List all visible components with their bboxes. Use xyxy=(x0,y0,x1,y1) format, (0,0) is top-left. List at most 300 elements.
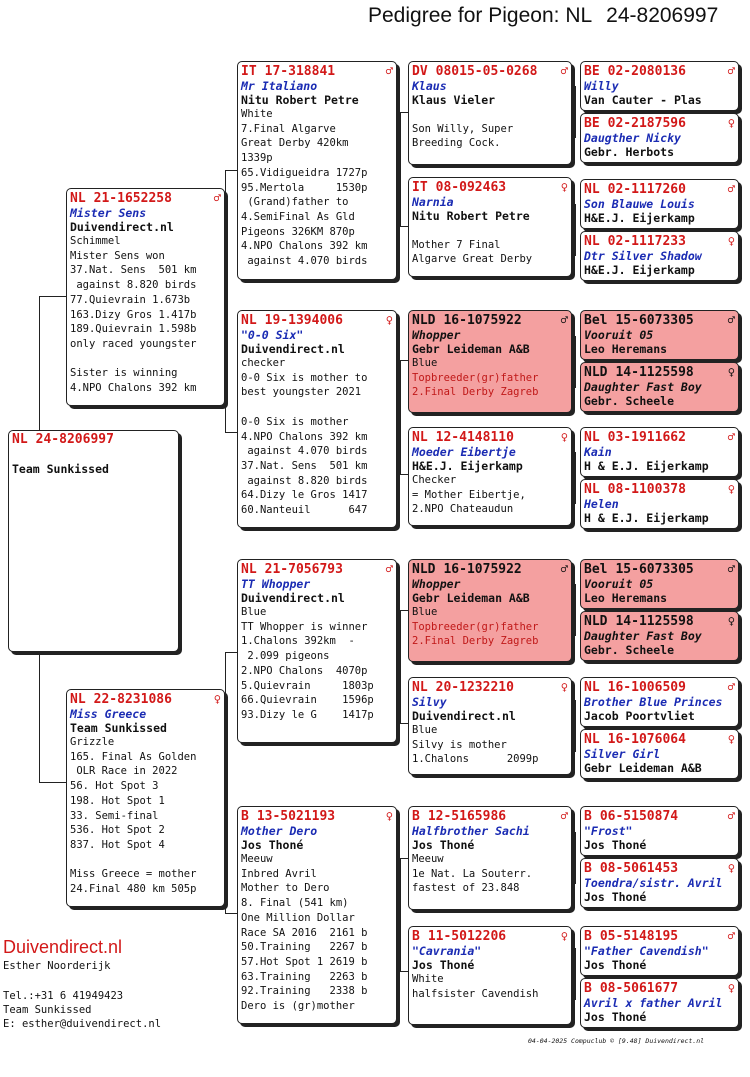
ring-header xyxy=(584,860,735,877)
pigeon-card-ds-dam[interactable] xyxy=(408,677,572,775)
connector-line xyxy=(39,782,66,783)
info-line: 198. Hot Spot 1 xyxy=(70,794,165,807)
info-line: Blue xyxy=(412,724,438,736)
country-code: IT xyxy=(412,180,428,195)
pigeon-name: Toendra/sistr. Avril xyxy=(584,876,723,890)
sex-icon: ♀ xyxy=(385,313,393,327)
pigeon-card-sd-dam[interactable] xyxy=(408,427,572,526)
country-code: NL xyxy=(412,430,428,445)
owner: Gebr Leideman A&B xyxy=(584,761,702,775)
ring-number: 16-1075922 xyxy=(443,313,522,328)
footer-team: Team Sunkissed xyxy=(3,1004,92,1016)
pigeon-card-dam[interactable] xyxy=(66,689,225,907)
info-line: 2.Final Derby Zagreb xyxy=(412,635,539,648)
info-line: 65.Vidigueidra 1727p xyxy=(241,166,368,179)
owner: Jos Thoné xyxy=(584,890,647,904)
info-line: Silvy is mother xyxy=(412,738,507,751)
pigeon-card-root[interactable] xyxy=(8,430,179,652)
ring-number: 16-1006509 xyxy=(607,680,686,695)
info-line: 24.Final 480 km 505p xyxy=(70,883,197,896)
ring-number: 02-1117260 xyxy=(607,182,686,197)
country-code: B xyxy=(584,929,592,944)
info-line: Meeuw xyxy=(241,853,273,865)
sex-icon: ♂ xyxy=(727,809,735,823)
ring-header xyxy=(412,561,568,578)
owner: Gebr Leideman A&B xyxy=(412,342,530,356)
country-code: BE xyxy=(584,64,600,79)
info-line: 93.Dizy le G 1417p xyxy=(241,708,374,721)
info-line: 8. Final (541 km) xyxy=(241,897,349,910)
pigeon-name: Daugther Nicky xyxy=(584,131,681,145)
owner: Nitu Robert Petre xyxy=(412,209,530,223)
country-code: NLD xyxy=(412,562,436,577)
info-line: Meeuw xyxy=(412,853,444,865)
pigeon-name: Vooruit 05 xyxy=(584,577,654,591)
pigeon-name: Vooruit 05 xyxy=(584,328,654,342)
pigeon-card-gen4-10[interactable] xyxy=(580,611,739,661)
connector-line xyxy=(225,170,226,432)
info-line: best youngster 2021 xyxy=(241,386,362,399)
ring-header: NL 24-8206997 xyxy=(12,432,114,447)
connector-line xyxy=(575,86,576,138)
ring-header xyxy=(412,312,568,329)
info-line: 2.NPO Chateaudun xyxy=(412,503,514,516)
ring-number: 08015-05-0268 xyxy=(435,64,538,79)
info-line: Blue xyxy=(412,357,438,369)
info-line xyxy=(241,400,393,415)
pigeon-card-gen4-12[interactable] xyxy=(580,729,739,779)
ring-number: 12-4148110 xyxy=(435,430,514,445)
connector-line xyxy=(400,112,401,226)
sex-icon: ♀ xyxy=(727,732,735,746)
pigeon-name: Son Blauwe Louis xyxy=(584,197,695,211)
sex-icon: ♂ xyxy=(727,64,735,78)
info-line: Checker xyxy=(412,474,457,486)
ring-number: 17-318841 xyxy=(264,64,336,79)
owner: Team Sunkissed xyxy=(12,462,109,476)
info-line: 63.Training 2263 b xyxy=(241,970,368,983)
info-line: 66.Quievrain 1596p xyxy=(241,694,374,707)
owner: Jos Thoné xyxy=(412,958,475,972)
country-code: B xyxy=(412,809,420,824)
connector-line xyxy=(575,700,576,752)
pigeon-name: Helen xyxy=(584,497,619,511)
footer-brand: Duivendirect.nl xyxy=(3,937,123,957)
info-line: Mother to Dero xyxy=(241,882,330,895)
pigeon-name: Brother Blue Princes xyxy=(584,695,723,709)
info-line xyxy=(70,853,221,868)
country-code: NLD xyxy=(584,365,608,380)
sex-icon: ♂ xyxy=(560,313,568,327)
info-line: Blue xyxy=(412,606,438,618)
connector-line xyxy=(39,296,66,297)
info-line xyxy=(412,223,568,238)
ring-header xyxy=(412,808,568,825)
connector-line xyxy=(400,610,408,611)
owner: Jos Thoné xyxy=(584,838,647,852)
connector-line xyxy=(400,971,408,972)
owner: Nitu Robert Petre xyxy=(241,93,359,107)
country-code: NL xyxy=(584,234,600,249)
info-line xyxy=(412,107,568,122)
country-code: NL xyxy=(412,680,428,695)
info-line: 165. Final As Golden xyxy=(70,750,197,763)
connector-line xyxy=(225,170,237,171)
info-line: against 4.070 birds xyxy=(241,445,368,458)
info-line: 56. Hot Spot 3 xyxy=(70,780,159,793)
info-line: only raced youngster xyxy=(70,337,197,350)
owner: Gebr. Scheele xyxy=(584,643,675,657)
sex-icon: ♂ xyxy=(385,562,393,576)
pigeon-name: Narnia xyxy=(412,195,454,209)
info-line: (Grand)father to xyxy=(241,196,349,209)
pigeon-card-dd-dam[interactable] xyxy=(408,926,572,1025)
ring-header xyxy=(584,928,735,945)
connector-line xyxy=(400,112,408,113)
pigeon-card-gen4-14[interactable] xyxy=(580,858,739,908)
pigeon-name: "Father Cavendish" xyxy=(584,944,709,958)
owner: H&E.J. Eijerkamp xyxy=(584,211,695,225)
sex-icon: ♂ xyxy=(727,313,735,327)
pigeon-name: "0-0 Six" xyxy=(241,328,304,342)
connector-line xyxy=(225,913,237,914)
sex-icon: ♀ xyxy=(560,929,568,943)
owner: Leo Heremans xyxy=(584,342,668,356)
sex-icon: ♀ xyxy=(727,861,735,875)
pigeon-name: "Cavrania" xyxy=(412,944,482,958)
footer-meta: 04-04-2025 Compuclub © [9.48] Duivendirect.nl xyxy=(528,1037,705,1045)
pigeon-card-gen4-4[interactable] xyxy=(580,231,739,281)
owner: Gebr. Herbots xyxy=(584,145,675,159)
country-code: B xyxy=(584,861,592,876)
owner: H & E.J. Eijerkamp xyxy=(584,511,709,525)
footer-email: E: esther@duivendirect.nl xyxy=(3,1018,162,1030)
country-code: B xyxy=(584,809,592,824)
ring-number: 20-1232210 xyxy=(435,680,514,695)
pigeon-name: Silver Girl xyxy=(584,747,661,761)
info-line: halfsister Cavendish xyxy=(412,987,539,1000)
pigeon-card-ss-sire[interactable] xyxy=(408,61,572,165)
ring-number: 16-1075922 xyxy=(443,562,522,577)
info-line: Sister is winning xyxy=(70,367,178,380)
connector-line xyxy=(575,832,576,884)
ring-header xyxy=(70,190,221,207)
connector-line xyxy=(575,452,576,504)
pigeon-name: Avril x father Avril xyxy=(584,996,723,1010)
pigeon-card-gen4-5[interactable] xyxy=(580,310,739,360)
info-line: 5.Quievrain 1803p xyxy=(241,679,374,692)
owner: Jacob Poortvliet xyxy=(584,709,695,723)
pigeon-card-sire[interactable] xyxy=(66,188,225,406)
country-code: NL xyxy=(241,313,257,328)
ring-number: 14-1125598 xyxy=(615,614,694,629)
sex-icon: ♀ xyxy=(560,180,568,194)
sex-icon: ♂ xyxy=(560,64,568,78)
sex-icon: ♀ xyxy=(727,234,735,248)
ring-header xyxy=(584,63,735,80)
ring-header xyxy=(584,481,735,498)
owner: H&E.J. Eijerkamp xyxy=(412,459,523,473)
pigeon-name: Halfbrother Sachi xyxy=(412,824,530,838)
info-line: White xyxy=(241,108,273,120)
country-code: NL xyxy=(584,430,600,445)
country-code: NL xyxy=(584,482,600,497)
country-code: B xyxy=(241,809,249,824)
owner: Gebr Leideman A&B xyxy=(412,591,530,605)
pigeon-card-gen4-13[interactable] xyxy=(580,806,739,856)
ring-header xyxy=(412,63,568,80)
footer-person: Esther Noorderijk xyxy=(3,960,111,972)
info-line: Inbred Avril xyxy=(241,867,317,880)
ring-number: 12-5165986 xyxy=(427,809,507,824)
info-line: 1339p xyxy=(241,152,273,165)
info-line: = Mother Eibertje, xyxy=(412,488,526,501)
ring-number: 08-092463 xyxy=(435,180,507,195)
info-line: 2.Final Derby Zagreb xyxy=(412,386,539,399)
sex-icon: ♀ xyxy=(727,614,735,628)
info-line: Mister Sens won xyxy=(70,249,165,262)
sex-icon: ♀ xyxy=(727,116,735,130)
connector-line xyxy=(225,432,237,433)
pigeon-card-gen4-3[interactable] xyxy=(580,179,739,229)
info-line: 77.Quievrain 1.673b xyxy=(70,293,191,306)
pigeon-card-ds-sire[interactable] xyxy=(408,559,572,662)
pigeon-card-gen4-16[interactable] xyxy=(580,978,739,1028)
pigeon-card-gen4-7[interactable] xyxy=(580,427,739,477)
ring-header xyxy=(241,312,393,329)
owner: Van Cauter - Plas xyxy=(584,93,702,107)
info-line: 2.099 pigeons xyxy=(241,650,330,663)
ring-header xyxy=(412,679,568,696)
pigeon-name: Daughter Fast Boy xyxy=(584,380,702,394)
country-code: BE xyxy=(584,116,600,131)
pigeon-name: Whopper xyxy=(412,577,461,591)
pigeon-name: Mister Sens xyxy=(70,206,147,220)
ring-header xyxy=(241,561,393,578)
connector-line xyxy=(400,226,408,227)
ring-number: 08-5061453 xyxy=(599,861,679,876)
ring-header xyxy=(412,179,568,196)
ring-number: 02-2080136 xyxy=(607,64,686,79)
ring-header xyxy=(584,312,735,329)
pigeon-card-gen4-11[interactable] xyxy=(580,677,739,727)
info-line: 33. Semi-final xyxy=(70,809,159,822)
info-line: Mother 7 Final xyxy=(412,238,501,251)
info-line: against 8.820 birds xyxy=(241,474,368,487)
ring-number: 13-5021193 xyxy=(256,809,336,824)
ring-number: 14-1125598 xyxy=(615,365,694,380)
info-line: 0-0 Six is mother xyxy=(241,415,349,428)
info-line: 4.SemiFinal As Gld xyxy=(241,210,355,223)
country-code: B xyxy=(412,929,420,944)
pigeon-name: TT Whopper xyxy=(241,577,311,591)
ring-number: 16-1076064 xyxy=(607,732,686,747)
owner: Duivendirect.nl xyxy=(241,342,345,356)
ring-header xyxy=(412,429,568,446)
sex-icon: ♂ xyxy=(560,562,568,576)
ring-number: 02-2187596 xyxy=(607,116,686,131)
pigeon-card-gen4-1[interactable] xyxy=(580,61,739,111)
ring-number: 08-1100378 xyxy=(607,482,686,497)
sex-icon: ♂ xyxy=(213,191,221,205)
connector-line xyxy=(400,858,408,859)
info-line: 60.Nanteuil 647 xyxy=(241,504,368,517)
owner: Jos Thoné xyxy=(241,838,304,852)
info-line: Topbreeder(gr)father xyxy=(412,371,539,384)
info-line: OLR Race in 2022 xyxy=(70,765,178,778)
info-line: White xyxy=(412,973,444,985)
info-line xyxy=(70,352,221,367)
pigeon-name: Silvy xyxy=(412,695,447,709)
ring-number: 11-5012206 xyxy=(427,929,507,944)
pigeon-name: Mother Dero xyxy=(241,824,318,838)
ring-number: 15-6073305 xyxy=(615,562,694,577)
country-code: NL xyxy=(70,191,86,206)
info-line: against 8.820 birds xyxy=(70,279,197,292)
connector-line xyxy=(400,723,408,724)
info-line: 37.Nat. Sens 501 km xyxy=(241,459,368,472)
owner: Klaus Vieler xyxy=(412,93,496,107)
info-line: 7.Final Algarve xyxy=(241,122,336,135)
ring-header xyxy=(584,429,735,446)
pigeon-card-dam-dam[interactable] xyxy=(237,806,397,1024)
ring-number: 15-6073305 xyxy=(615,313,694,328)
owner: Jos Thoné xyxy=(412,838,475,852)
sex-icon: ♂ xyxy=(385,64,393,78)
pigeon-name: Willy xyxy=(584,79,619,93)
title-country: NL xyxy=(565,4,593,27)
ring-number: 06-5150874 xyxy=(599,809,679,824)
owner: H & E.J. Eijerkamp xyxy=(584,459,709,473)
info-line: Son Willy, Super xyxy=(412,122,514,135)
info-line: Schimmel xyxy=(70,235,121,247)
ring-number: 24-8206997 xyxy=(35,432,114,447)
info-line: fastest of 23.848 xyxy=(412,882,520,895)
country-code: IT xyxy=(241,64,257,79)
ring-header xyxy=(241,808,393,825)
info-line: 1.Chalons 2099p xyxy=(412,753,539,766)
info-line: 536. Hot Spot 2 xyxy=(70,824,165,837)
country-code: B xyxy=(584,981,592,996)
ring-header xyxy=(70,691,221,708)
country-code: NLD xyxy=(584,614,608,629)
sex-icon: ♂ xyxy=(727,562,735,576)
ring-number: 05-5148195 xyxy=(599,929,679,944)
pigeon-card-gen4-8[interactable] xyxy=(580,479,739,529)
owner: Leo Heremans xyxy=(584,591,668,605)
info-line: Miss Greece = mother xyxy=(70,868,197,881)
country-code: DV xyxy=(412,64,428,79)
sex-icon: ♀ xyxy=(560,430,568,444)
country-code: Bel xyxy=(584,313,608,328)
pigeon-name: Mr Italiano xyxy=(241,79,318,93)
pigeon-name: Daughter Fast Boy xyxy=(584,629,702,643)
pigeon-name: Miss Greece xyxy=(70,707,147,721)
connector-line xyxy=(400,858,401,971)
info-line: checker xyxy=(241,357,286,369)
info-line: Grizzle xyxy=(70,736,115,748)
sex-icon: ♀ xyxy=(727,482,735,496)
info-line: Dero is (gr)mother xyxy=(241,1000,355,1013)
connector-line xyxy=(400,610,401,723)
info-line: 189.Quievrain 1.598b xyxy=(70,323,197,336)
ring-number: 08-5061677 xyxy=(599,981,679,996)
country-code: NL xyxy=(241,562,257,577)
sex-icon: ♂ xyxy=(727,680,735,694)
country-code: NLD xyxy=(412,313,436,328)
info-line: Race SA 2016 2161 b xyxy=(241,926,368,939)
pigeon-card-dd-sire[interactable] xyxy=(408,806,572,910)
info-line: TT Whopper is winner xyxy=(241,620,368,633)
info-line: 4.NPO Chalons 392 km xyxy=(70,382,197,395)
info-line: Algarve Great Derby xyxy=(412,253,533,266)
country-code: Bel xyxy=(584,562,608,577)
pigeon-card-gen4-9[interactable] xyxy=(580,559,739,609)
owner: Jos Thoné xyxy=(584,1010,647,1024)
owner: Jos Thoné xyxy=(584,958,647,972)
sex-icon: ♀ xyxy=(727,365,735,379)
pigeon-card-gen4-6[interactable] xyxy=(580,362,739,412)
info-line: 95.Mertola 1530p xyxy=(241,181,368,194)
sex-icon: ♂ xyxy=(727,929,735,943)
ring-number: 03-1911662 xyxy=(607,430,686,445)
pigeon-name: Dtr Silver Shadow xyxy=(584,249,702,263)
connector-line xyxy=(575,204,576,256)
connector-line xyxy=(225,652,237,653)
ring-number: 02-1117233 xyxy=(607,234,686,249)
info-line: Pigeons 326KM 870p xyxy=(241,225,355,238)
connector-line xyxy=(575,948,576,1000)
connector-line xyxy=(39,652,40,782)
ring-number: 19-1394006 xyxy=(264,313,343,328)
info-line: 50.Training 2267 b xyxy=(241,941,368,954)
sex-icon: ♂ xyxy=(727,182,735,196)
info-line: 92.Training 2338 b xyxy=(241,985,368,998)
info-line: 163.Dizy Gros 1.417b xyxy=(70,308,197,321)
connector-line xyxy=(575,584,576,636)
pigeon-card-sd-sire[interactable] xyxy=(408,310,572,413)
pigeon-card-gen4-15[interactable] xyxy=(580,926,739,976)
pigeon-card-ss-dam[interactable] xyxy=(408,177,572,277)
pigeon-card-sire-sire[interactable] xyxy=(237,61,397,280)
sex-icon: ♀ xyxy=(385,809,393,823)
ring-header xyxy=(584,364,735,381)
connector-line xyxy=(400,360,408,361)
pigeon-card-sire-dam[interactable] xyxy=(237,310,397,528)
sex-icon: ♀ xyxy=(727,981,735,995)
ring-header xyxy=(584,233,735,250)
pigeon-card-gen4-2[interactable] xyxy=(580,113,739,163)
info-line: 37.Nat. Sens 501 km xyxy=(70,264,197,277)
info-line: Blue xyxy=(241,606,267,618)
pigeon-name: Whopper xyxy=(412,328,461,342)
info-line: 1e Nat. La Souterr. xyxy=(412,867,533,880)
country-code: NL xyxy=(70,692,86,707)
pigeon-card-dam-sire[interactable] xyxy=(237,559,397,743)
info-line: 64.Dizy le Gros 1417 xyxy=(241,489,368,502)
connector-line xyxy=(400,360,401,474)
pigeon-name: Kain xyxy=(584,445,612,459)
sex-icon: ♂ xyxy=(727,430,735,444)
ring-number: 21-7056793 xyxy=(264,562,343,577)
owner: Team Sunkissed xyxy=(70,721,167,735)
info-line: 0-0 Six is mother to xyxy=(241,371,368,384)
sex-icon: ♀ xyxy=(560,680,568,694)
connector-line xyxy=(39,296,40,430)
owner: Duivendirect.nl xyxy=(70,220,174,234)
ring-header xyxy=(584,613,735,630)
connector-line xyxy=(400,474,408,475)
